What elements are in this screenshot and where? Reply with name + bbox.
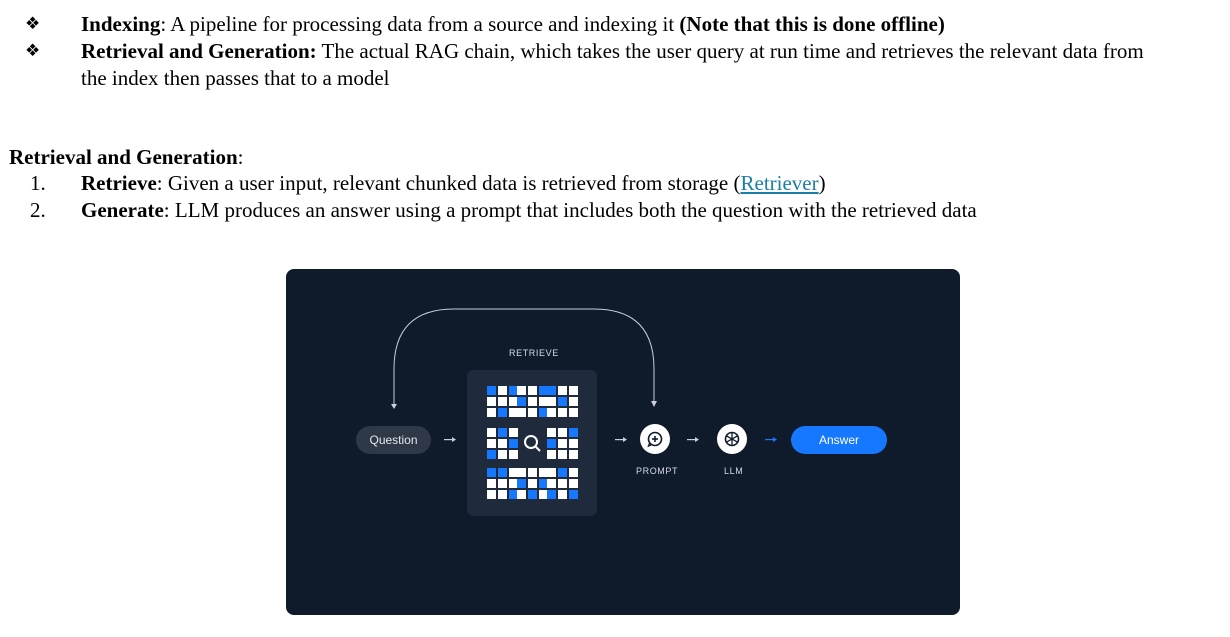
prompt-node: [640, 424, 670, 454]
section-heading-text: Retrieval and Generation: [9, 145, 238, 169]
indexing-description: : A pipeline for processing data from a source and indexing it: [160, 12, 680, 36]
section-heading: Retrieval and Generation:: [9, 145, 244, 169]
prompt-icon: [640, 424, 670, 454]
llm-label: LLM: [724, 466, 744, 476]
step-number: 1.: [30, 171, 46, 195]
answer-pill: Answer: [791, 426, 887, 454]
step-number: 2.: [30, 198, 46, 222]
retrieval-description-line1: The actual RAG chain, which takes the user query at run time and retrieves the relevant data from: [316, 39, 1144, 63]
retrieve-label: RETRIEVE: [509, 348, 559, 358]
bullet-diamond-icon: ❖: [25, 14, 41, 33]
document-chunks-icon: [467, 370, 597, 516]
bullet-diamond-icon: ❖: [25, 41, 41, 60]
offline-note: (Note that this is done offline): [679, 12, 945, 36]
term-generate: Generate: [81, 198, 164, 222]
term-retrieval-generation: Retrieval and Generation:: [81, 39, 317, 63]
term-indexing: Indexing: [81, 12, 161, 36]
llm-icon: [717, 424, 747, 454]
step-generate: Generate: LLM produces an answer using a prompt that includes both the question with the retrieved data: [81, 198, 977, 222]
prompt-label: PROMPT: [636, 466, 679, 476]
retrieval-description-line2: the index then passes that to a model: [81, 66, 390, 90]
retriever-link[interactable]: Retriever: [740, 171, 819, 195]
document-store: [467, 370, 597, 516]
term-retrieve: Retrieve: [81, 171, 157, 195]
bullet-indexing: [81, 11, 945, 37]
rag-diagram: [286, 269, 960, 615]
llm-node: [717, 424, 747, 454]
question-pill: Question: [356, 426, 431, 454]
bullet-retrieval-generation: [81, 38, 1144, 64]
step-retrieve: Retrieve: Given a user input, relevant chunked data is retrieved from storage (Retriever): [81, 171, 826, 195]
